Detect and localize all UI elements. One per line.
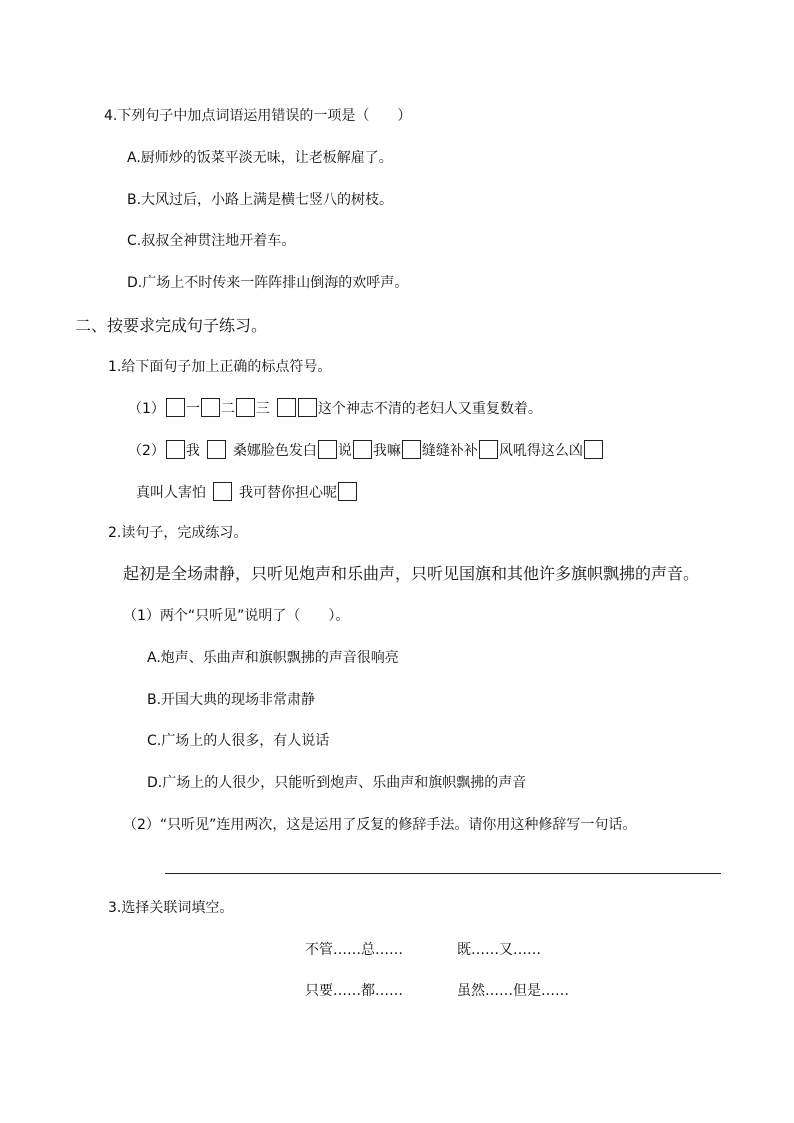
- q4-option-c: C.叔叔全神贯注地开着车。: [127, 233, 296, 249]
- sentence-number: （1）: [128, 401, 165, 417]
- punctuation-box[interactable]: [338, 482, 357, 501]
- q4-option-d: D.广场上不时传来一阵阵排山倒海的欢呼声。: [127, 275, 409, 291]
- sentence-text: 我嘛: [372, 443, 401, 459]
- sentence-text: 这个神志不清的老妇人又重复数着。: [317, 401, 542, 417]
- connective-word: 不管……总……: [305, 942, 403, 958]
- sentence-text: 真叫人害怕: [136, 485, 206, 501]
- sentence-text: 风吼得这么凶: [498, 443, 583, 459]
- connective-word: 既……又……: [457, 942, 541, 958]
- punctuation-box[interactable]: [353, 440, 372, 459]
- punctuation-box[interactable]: [207, 440, 226, 459]
- q2-option-c: C.广场上的人很多，有人说话: [147, 733, 330, 749]
- q2-option-d: D.广场上的人很少，只能听到炮声、乐曲声和旗帜飘拂的声音: [147, 775, 527, 791]
- punctuation-box[interactable]: [236, 398, 255, 417]
- connective-word: 只要……都……: [305, 983, 403, 999]
- punctuation-box[interactable]: [584, 440, 603, 459]
- section-title: 二、按要求完成句子练习。: [75, 316, 268, 335]
- q1-stem: 1.给下面句子加上正确的标点符号。: [108, 359, 332, 375]
- sentence-text: 说: [337, 443, 352, 459]
- sentence-text: 一: [185, 401, 200, 417]
- q2-sub-question-2: （2）“只听见”连用两次，这是运用了反复的修辞手法。请你用这种修辞写一句话。: [123, 817, 637, 833]
- punctuation-box[interactable]: [298, 398, 317, 417]
- connective-word: 虽然……但是……: [457, 983, 569, 999]
- sentence-text: 我可替你担心呢: [239, 485, 337, 501]
- q2-passage: 起初是全场肃静，只听见炮声和乐曲声，只听见国旗和其他许多旗帜飘拂的声音。: [123, 564, 700, 583]
- answer-line[interactable]: [165, 873, 721, 874]
- q4-option-a: A.厨师炒的饭菜平淡无味，让老板解雇了。: [127, 150, 393, 166]
- q4-option-b: B.大风过后，小路上满是横七竖八的树枝。: [127, 192, 394, 208]
- punctuation-box[interactable]: [479, 440, 498, 459]
- q3-stem: 3.选择关联词填空。: [108, 900, 234, 916]
- punctuation-box[interactable]: [201, 398, 220, 417]
- sentence-text: 桑娜脸色发白: [232, 443, 317, 459]
- punctuation-box[interactable]: [166, 440, 185, 459]
- sentence-text: 我: [185, 443, 200, 459]
- sentence-text: 二: [220, 401, 235, 417]
- sentence-number: （2）: [128, 443, 165, 459]
- sentence-text: 三: [255, 401, 270, 417]
- sentence-text: 缝缝补补: [421, 443, 478, 459]
- q2-stem: 2.读句子，完成练习。: [108, 525, 248, 541]
- q2-option-a: A.炮声、乐曲声和旗帜飘拂的声音很响亮: [147, 650, 399, 666]
- q2-sub-question-1: （1）两个“只听见”说明了（ ）。: [123, 608, 350, 624]
- q1-sentence-3: [136, 482, 358, 503]
- q2-option-b: B.开国大典的现场非常肃静: [147, 692, 316, 708]
- punctuation-box[interactable]: [277, 398, 296, 417]
- punctuation-box[interactable]: [166, 398, 185, 417]
- punctuation-box[interactable]: [402, 440, 421, 459]
- punctuation-box[interactable]: [318, 440, 337, 459]
- q1-sentence-1: [128, 398, 542, 419]
- q1-sentence-2: [128, 440, 604, 461]
- q4-stem: 4.下列句子中加点词语运用错误的一项是（ ）: [104, 108, 412, 124]
- punctuation-box[interactable]: [213, 482, 232, 501]
